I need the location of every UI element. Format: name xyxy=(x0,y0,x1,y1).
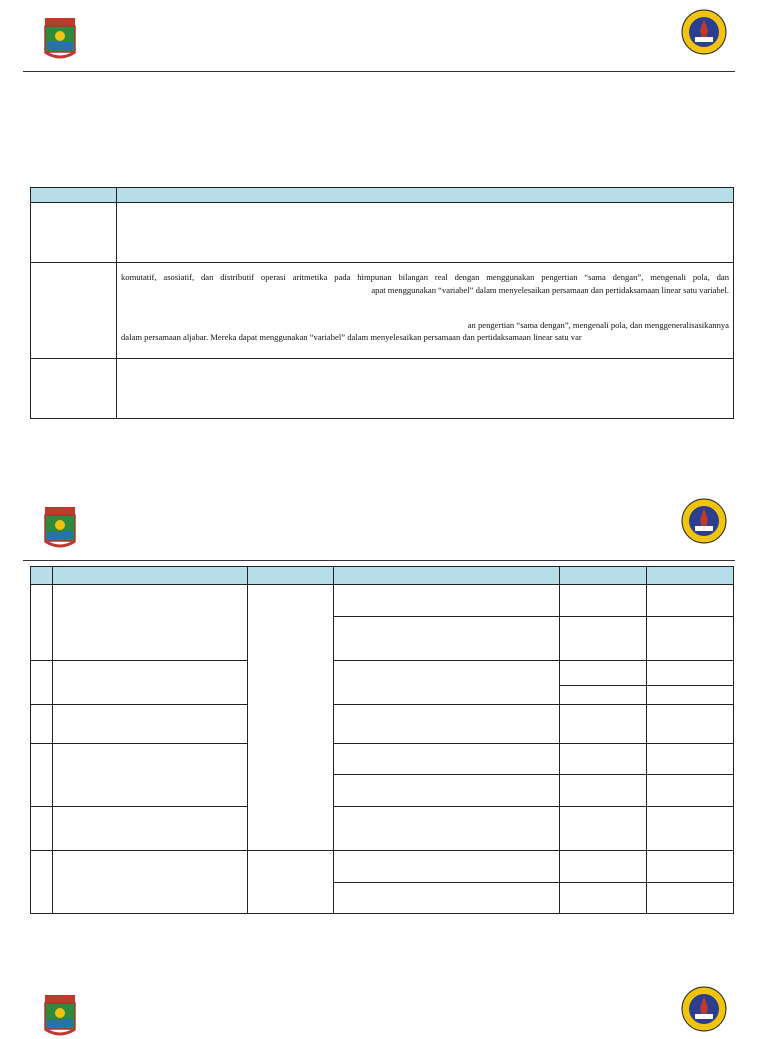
table2-cell xyxy=(646,584,734,617)
regional-emblem-logo xyxy=(43,18,77,62)
table1-header-cell-2 xyxy=(116,187,734,203)
table2-cell xyxy=(52,806,248,851)
table1-row2-label xyxy=(30,262,117,359)
table1-header-cell-1 xyxy=(30,187,117,203)
table2-cell xyxy=(30,704,53,744)
table2-cell xyxy=(559,685,647,705)
table2-cell xyxy=(333,743,560,775)
table2-cell xyxy=(30,850,53,914)
header-divider xyxy=(23,71,735,72)
table2-header-col3 xyxy=(247,566,334,585)
school-logo xyxy=(681,9,727,55)
table2-cell xyxy=(559,850,647,883)
regional-emblem-logo xyxy=(43,507,77,551)
table2-cell xyxy=(247,850,334,914)
table2-cell xyxy=(52,850,248,914)
table2-cell xyxy=(559,882,647,914)
table1-text-line1: komutatif, asosiatif, dan distributif operasi aritmetika pada himpunan bilangan real dengan menggunakan pengertian “sama dengan”, mengenali pola, dan xyxy=(121,272,729,282)
table2-cell xyxy=(646,743,734,775)
header-divider xyxy=(23,560,735,561)
table2-cell xyxy=(646,882,734,914)
table2-cell xyxy=(559,774,647,807)
table2-header-col5 xyxy=(559,566,647,585)
table2-cell xyxy=(333,882,560,914)
table2-cell xyxy=(333,806,560,851)
table2-cell xyxy=(247,584,334,851)
table2-cell xyxy=(30,660,53,705)
school-logo xyxy=(681,498,727,544)
table2-cell xyxy=(646,806,734,851)
table2-cell xyxy=(646,660,734,686)
table2-cell xyxy=(30,806,53,851)
table2-cell xyxy=(646,704,734,744)
table2-cell xyxy=(646,685,734,705)
table2-cell xyxy=(559,616,647,661)
table1-row1-content xyxy=(116,202,734,263)
table2-cell xyxy=(646,850,734,883)
school-logo xyxy=(681,986,727,1032)
table2-cell xyxy=(30,743,53,807)
table2-cell xyxy=(646,774,734,807)
table2-cell xyxy=(52,584,248,661)
table2-cell xyxy=(559,806,647,851)
table2-cell xyxy=(559,660,647,686)
table2-header-col4 xyxy=(333,566,560,585)
table1-text-line4: dalam persamaan aljabar. Mereka dapat menggunakan “variabel” dalam menyelesaikan persamaan dan pertidaksamaan linear satu var xyxy=(121,332,582,342)
table2-cell xyxy=(333,660,560,705)
table1-row1-label xyxy=(30,202,117,263)
table2-cell xyxy=(559,584,647,617)
table2-cell xyxy=(559,743,647,775)
table1-text-line2: apat menggunakan “variabel” dalam menyelesaikan persamaan dan pertidaksamaan linear satu variabel. xyxy=(371,285,729,295)
table2-cell xyxy=(333,704,560,744)
table2-header-no xyxy=(30,566,53,585)
table2-cell xyxy=(30,584,53,661)
table2-cell xyxy=(52,660,248,705)
table2-cell xyxy=(333,616,560,661)
table2-cell xyxy=(333,850,560,883)
table2-cell xyxy=(52,743,248,807)
table2-cell xyxy=(333,774,560,807)
table1-row3-content xyxy=(116,358,734,419)
table2-cell xyxy=(646,616,734,661)
table2-cell xyxy=(52,704,248,744)
table2-cell xyxy=(333,584,560,617)
regional-emblem-logo xyxy=(43,995,77,1039)
table1-row3-label xyxy=(30,358,117,419)
table2-header-col6 xyxy=(646,566,734,585)
table1-text-line3: an pengertian “sama dengan”, mengenali pola, dan menggeneralisasikannya xyxy=(467,320,729,330)
table2-cell xyxy=(559,704,647,744)
table2-header-col2 xyxy=(52,566,248,585)
